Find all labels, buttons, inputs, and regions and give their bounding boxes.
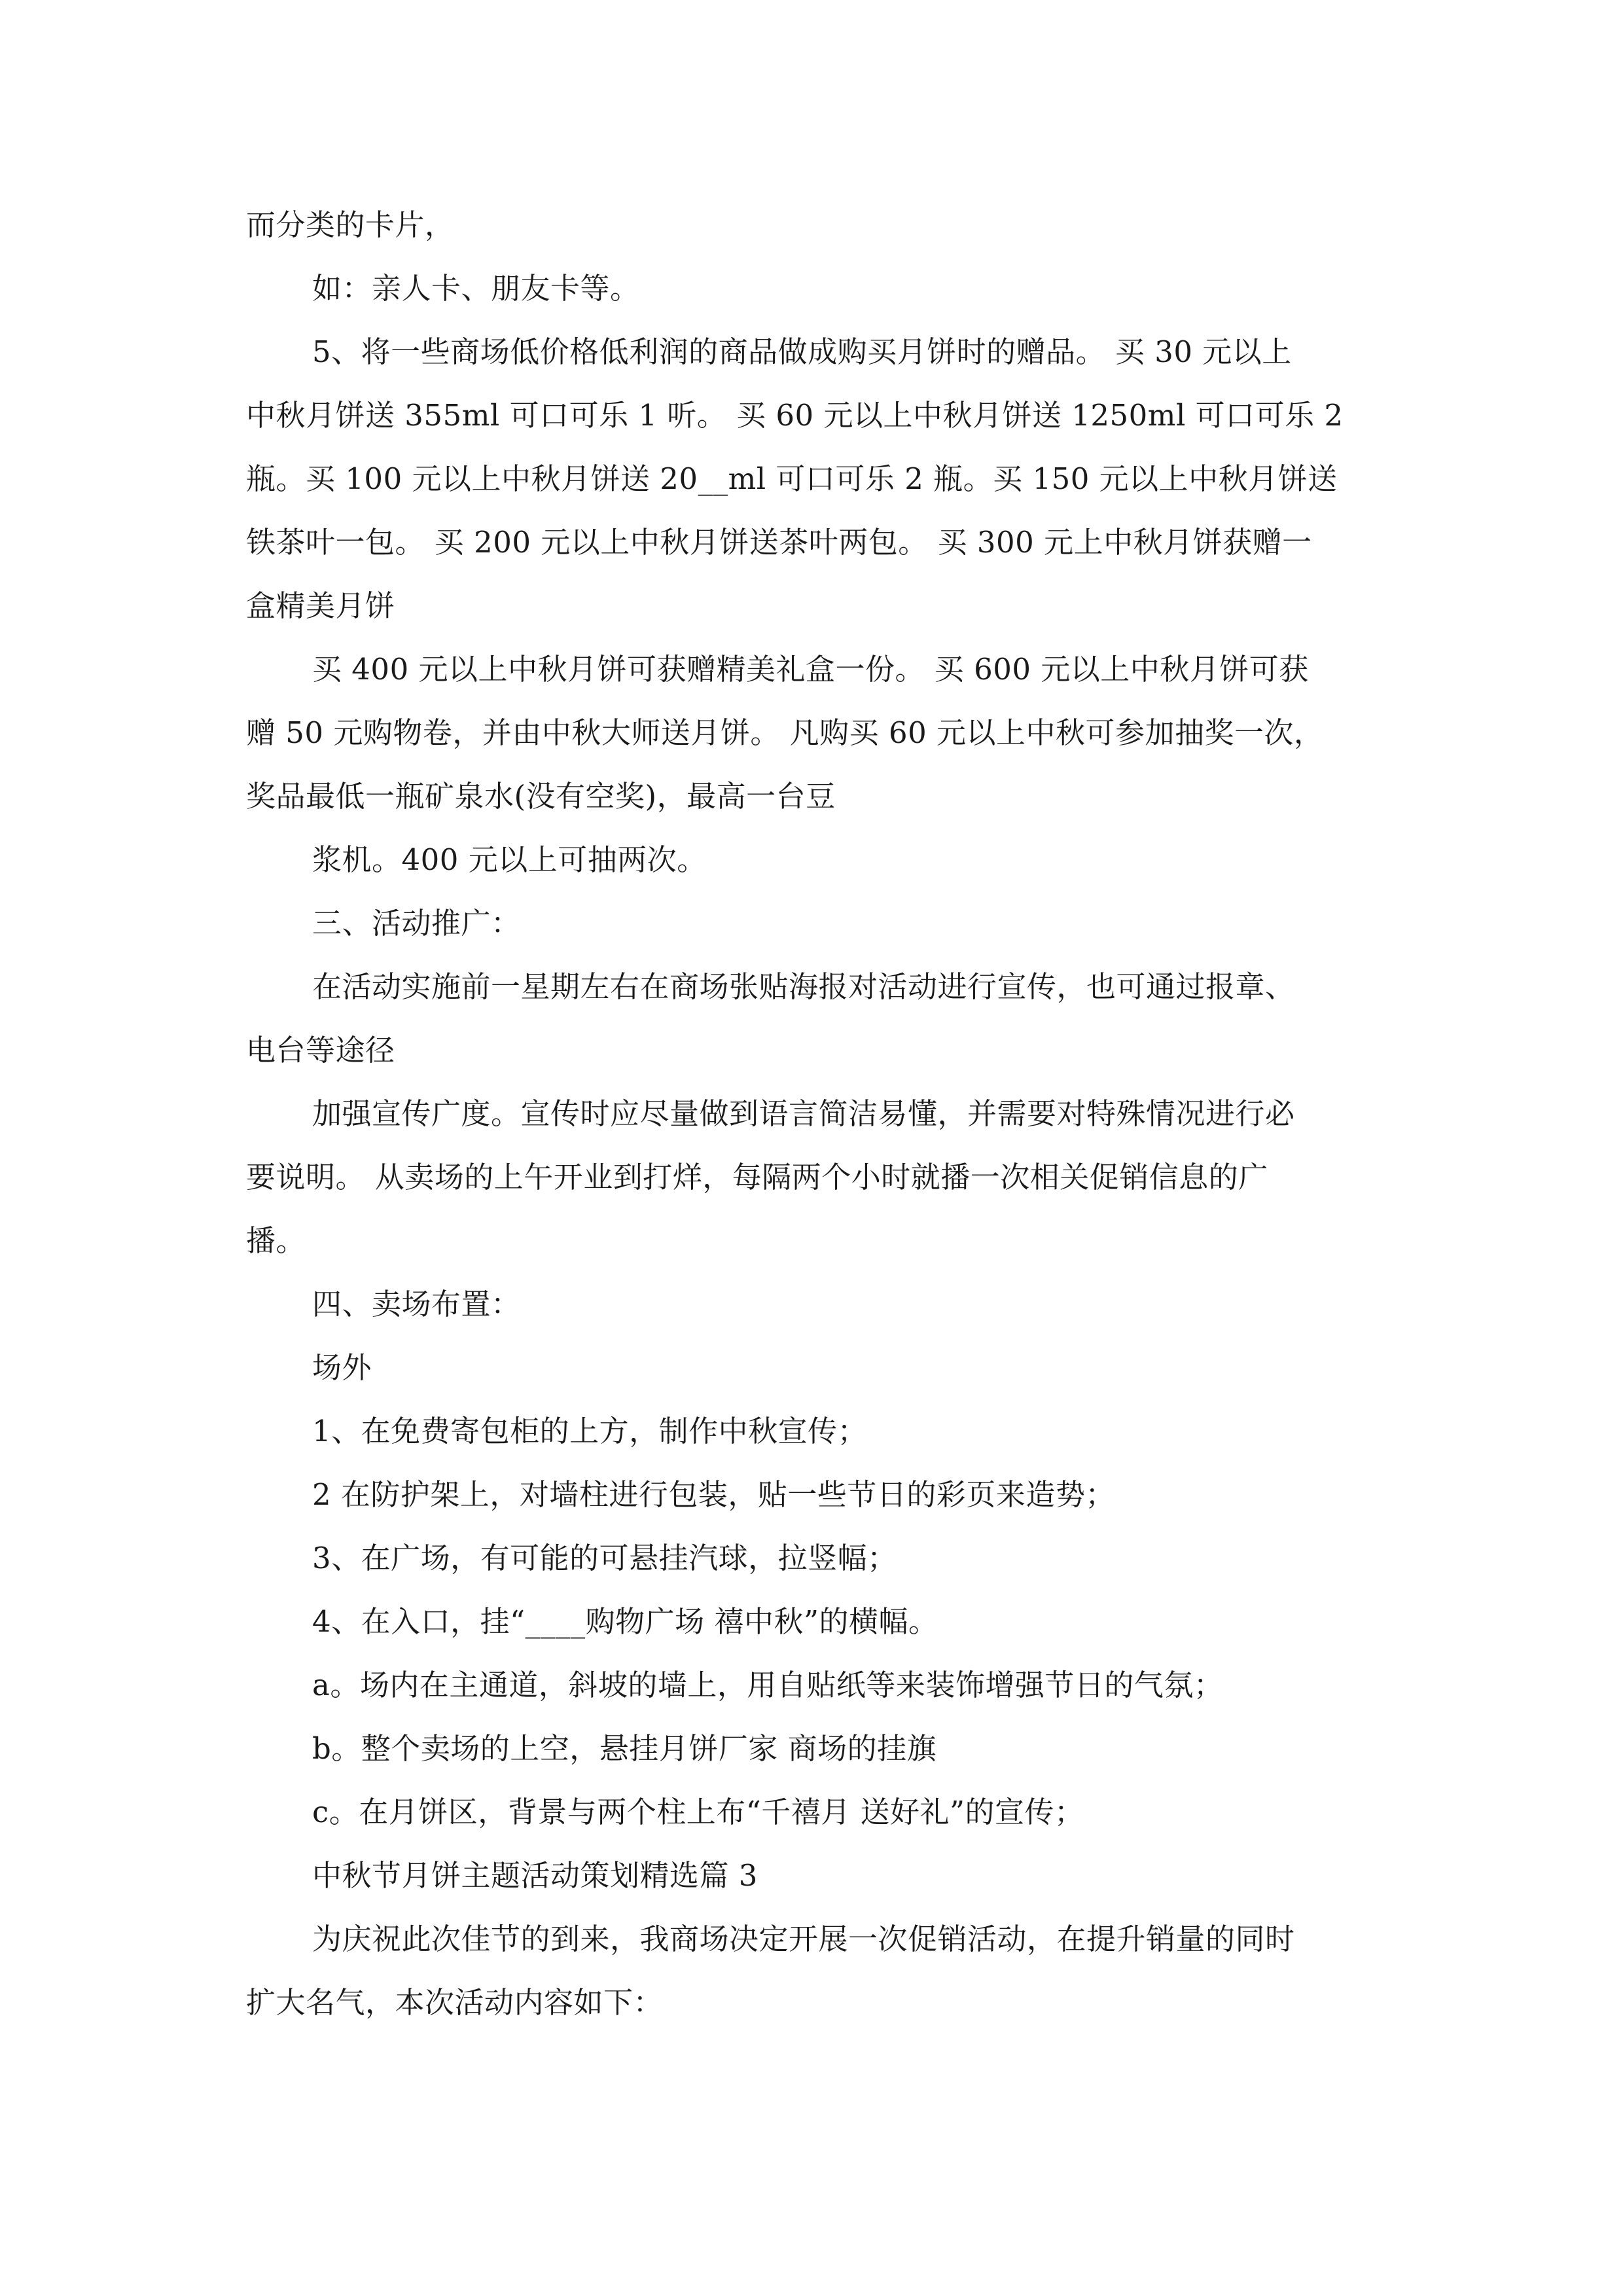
text-line: 5、将一些商场低价格低利润的商品做成购买月饼时的赠品。 买 30 元以上 [312, 334, 1292, 369]
section-heading: 三、活动推广： [312, 906, 521, 941]
document-body [246, 193, 1385, 2034]
text-line: 播。 [246, 1223, 306, 1258]
text-line: 中秋月饼送 355ml 可口可乐 1 听。 买 60 元以上中秋月饼送 1250ml 可口可乐 2 [246, 398, 1344, 433]
text-line: 浆机。400 元以上可抽两次。 [312, 842, 707, 877]
text-line: 赠 50 元购物卷，并由中秋大师送月饼。 凡购买 60 元以上中秋可参加抽奖一次， [246, 715, 1324, 750]
list-item: 1、在免费寄包柜的上方，制作中秋宣传； [312, 1414, 868, 1448]
text-line: 如：亲人卡、朋友卡等。 [312, 271, 640, 306]
list-item: a。场内在主通道，斜坡的墙上，用自贴纸等来装饰增强节日的气氛； [312, 1668, 1224, 1702]
text-line: 而分类的卡片， [246, 207, 455, 242]
text-line: 扩大名气，本次活动内容如下： [246, 1985, 664, 2020]
list-item: b。整个卖场的上空，悬挂月饼厂家 商场的挂旗 [312, 1731, 937, 1766]
list-item: 2 在防护架上，对墙柱进行包装，贴一些节日的彩页来造势； [312, 1477, 1115, 1512]
text-line: 要说明。 从卖场的上午开业到打烊，每隔两个小时就播一次相关促销信息的广 [246, 1160, 1268, 1194]
article-title: 中秋节月饼主题活动策划精选篇 3 [312, 1858, 758, 1893]
list-item: 4、在入口，挂“____购物广场 禧中秋”的横幅。 [312, 1604, 938, 1639]
text-line: 铁茶叶一包。 买 200 元以上中秋月饼送茶叶两包。 买 300 元上中秋月饼获赠一 [246, 525, 1312, 560]
text-line: 奖品最低一瓶矿泉水(没有空奖)，最高一台豆 [246, 779, 836, 814]
subsection-heading: 场外 [312, 1350, 372, 1385]
text-line: 电台等途径 [246, 1033, 395, 1067]
text-line: 买 400 元以上中秋月饼可获赠精美礼盒一份。 买 600 元以上中秋月饼可获 [312, 652, 1309, 687]
text-line: 瓶。买 100 元以上中秋月饼送 20__ml 可口可乐 2 瓶。买 150 元以上中秋月饼送 [246, 461, 1338, 496]
list-item: c。在月饼区，背景与两个柱上布“千禧月 送好礼”的宣传； [312, 1795, 1084, 1829]
text-line: 为庆祝此次佳节的到来，我商场决定开展一次促销活动，在提升销量的同时 [312, 1922, 1295, 1956]
text-line: 加强宣传广度。宣传时应尽量做到语言简洁易懂，并需要对特殊情况进行必 [312, 1096, 1295, 1131]
text-line: 在活动实施前一星期左右在商场张贴海报对活动进行宣传，也可通过报章、 [312, 969, 1295, 1004]
section-heading: 四、卖场布置： [312, 1287, 521, 1321]
list-item: 3、在广场，有可能的可悬挂汽球，拉竖幅； [312, 1541, 897, 1575]
text-line: 盒精美月饼 [246, 588, 395, 623]
